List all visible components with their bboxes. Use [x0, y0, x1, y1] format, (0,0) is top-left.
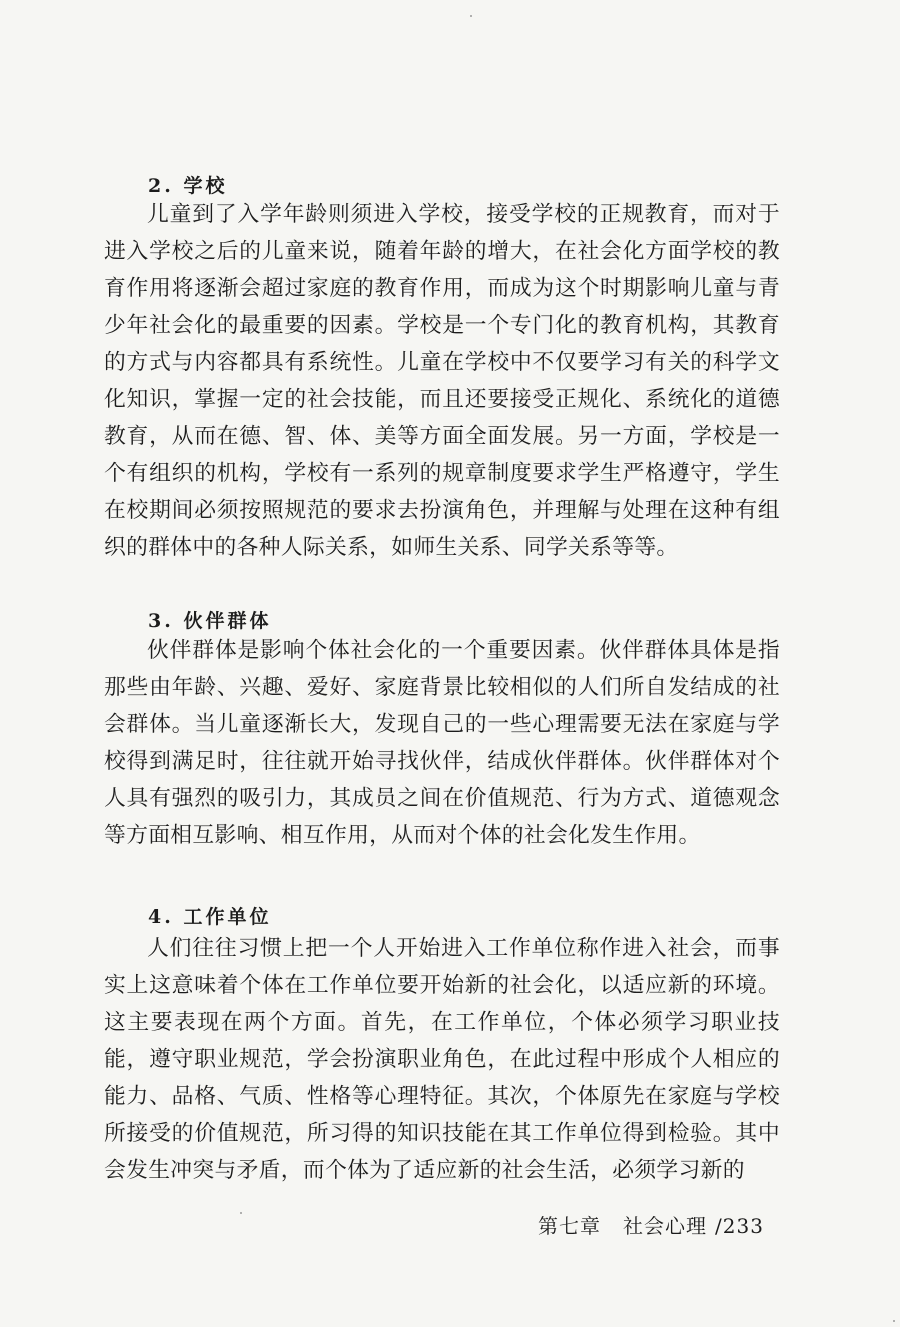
section-heading-school: 2. 学校	[148, 175, 228, 197]
section-heading-work-unit: 4. 工作单位	[148, 906, 272, 928]
scan-speck	[240, 1212, 242, 1214]
section-heading-peer-group: 3. 伙伴群体	[148, 610, 272, 632]
section-body-peer-group: 伙伴群体是影响个体社会化的一个重要因素。伙伴群体具体是指那些由年龄、兴趣、爱好、家庭背景比较相似的人们所自发结成的社会群体。当儿童逐渐长大，发现自己的一些心理需要无法在家庭与学校得到满足时，往往就开始寻找伙伴，结成伙伴群体。伙伴群体对个人具有强烈的吸引力，其成员之间在价值规范、行为方式、道德观念等方面相互影响、相互作用，从而对个体的社会化发生作用。	[104, 638, 780, 848]
section-body-school: 儿童到了入学年龄则须进入学校，接受学校的正规教育，而对于进入学校之后的儿童来说，随着年龄的增大，在社会化方面学校的教育作用将逐渐会超过家庭的教育作用，而成为这个时期影响儿童与青少年社会化的最重要的因素。学校是一个专门化的教育机构，其教育的方式与内容都具有系统性。儿童在学校中不仅要学习有关的科学文化知识，掌握一定的社会技能，而且还要接受正规化、系统化的道德教育，从而在德、智、体、美等方面全面发展。另一方面，学校是一个有组织的机构，学校有一系列的规章制度要求学生严格遵守，学生在校期间必须按照规范的要求去扮演角色，并理解与处理在这种有组织的群体中的各种人际关系，如师生关系、同学关系等等。	[104, 202, 780, 560]
scan-speck	[893, 1320, 895, 1322]
section-body-work-unit: 人们往往习惯上把一个人开始进入工作单位称作进入社会，而事实上这意味着个体在工作单位要开始新的社会化，以适应新的环境。这主要表现在两个方面。首先，在工作单位，个体必须学习职业技能，遵守职业规范，学会扮演职业角色，在此过程中形成个人相应的能力、品格、气质、性格等心理特征。其次，个体原先在家庭与学校所接受的价值规范，所习得的知识技能在其工作单位得到检验。其中会发生冲突与矛盾，而个体为了适应新的社会生活，必须学习新的	[104, 936, 780, 1183]
page-number: 233	[722, 1214, 764, 1238]
scan-speck	[470, 15, 472, 17]
footer-title: 社会心理	[623, 1214, 707, 1238]
running-footer	[538, 1213, 764, 1239]
footer-separator: /	[715, 1214, 723, 1238]
footer-chapter: 第七章	[538, 1214, 601, 1238]
